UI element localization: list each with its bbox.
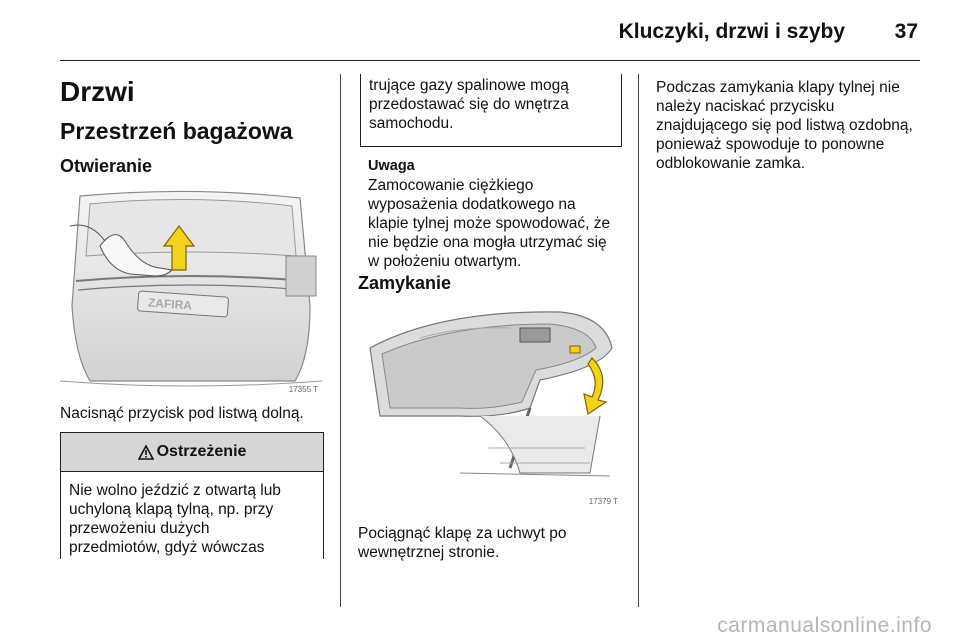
warning-cont-line: samochodu. [369, 115, 454, 132]
tailgate-rear-illustration [60, 186, 322, 398]
figure-closing-tailgate [360, 298, 622, 510]
caption-line: Pociągnąć klapę za uchwyt po [358, 525, 567, 542]
warning-cont-line: przedostawać się do wnętrza [369, 96, 569, 113]
figure-number: 17379 T [588, 497, 618, 506]
warning-triangle-icon [138, 445, 154, 460]
info-line: ponieważ spowoduje to ponowne [656, 136, 885, 153]
warning-line: Nie wolno jeździć z otwartą lub [69, 482, 281, 499]
info-line: Podczas zamykania klapy tylnej nie [656, 79, 900, 96]
page-number: 37 [894, 20, 918, 43]
warning-box [60, 432, 324, 559]
caption-line: wewnętrznej stronie. [358, 544, 500, 561]
note-line: nie będzie ona mogła utrzymać się [368, 234, 607, 251]
warning-header [61, 433, 323, 472]
warning-line: przewożeniu dużych [69, 520, 210, 537]
warning-cont-line: trujące gazy spalinowe mogą [369, 77, 569, 94]
heading-closing: Zamykanie [358, 273, 452, 293]
subsection-heading: Przestrzeń bagażowa [60, 118, 293, 144]
zafira-badge: ZAFIRA [147, 295, 193, 313]
watermark: carmanualsonline.info [717, 614, 932, 637]
note-line: wyposażenia dodatkowego na [368, 196, 576, 213]
heading-opening: Otwieranie [60, 156, 153, 176]
warning-line: przedmiotów, gdyż wówczas [69, 539, 265, 556]
info-line: należy naciskać przycisku [656, 98, 835, 115]
warning-continued-box [360, 74, 622, 147]
warning-line: uchyloną klapą tylną, np. przy [69, 501, 274, 518]
info-line: znajdującego się pod listwą ozdobną, [656, 117, 913, 134]
caption-closing [358, 524, 567, 562]
chapter-title: Kluczyki, drzwi i szyby [618, 20, 845, 43]
column-divider-1 [340, 74, 341, 607]
section-heading: Drzwi [60, 76, 135, 107]
column-divider-2 [638, 74, 639, 607]
closing-info-text [656, 78, 913, 173]
note-line: w położeniu otwartym. [368, 253, 522, 270]
note-line: Zamocowanie ciężkiego [368, 177, 534, 194]
header-rule [60, 60, 920, 61]
warning-title: Ostrzeżenie [156, 443, 247, 460]
warning-body [61, 472, 323, 557]
figure-opening-tailgate [60, 186, 322, 398]
note-title: Uwaga [368, 158, 415, 174]
figure-number: 17355 T [288, 385, 318, 394]
open-tailgate-illustration [360, 298, 622, 510]
caption-opening: Nacisnąć przycisk pod listwą dolną. [60, 405, 304, 422]
info-line: odblokowanie zamka. [656, 155, 806, 172]
note-line: klapie tylnej może spowodować, że [368, 215, 611, 232]
note-block [368, 157, 610, 271]
